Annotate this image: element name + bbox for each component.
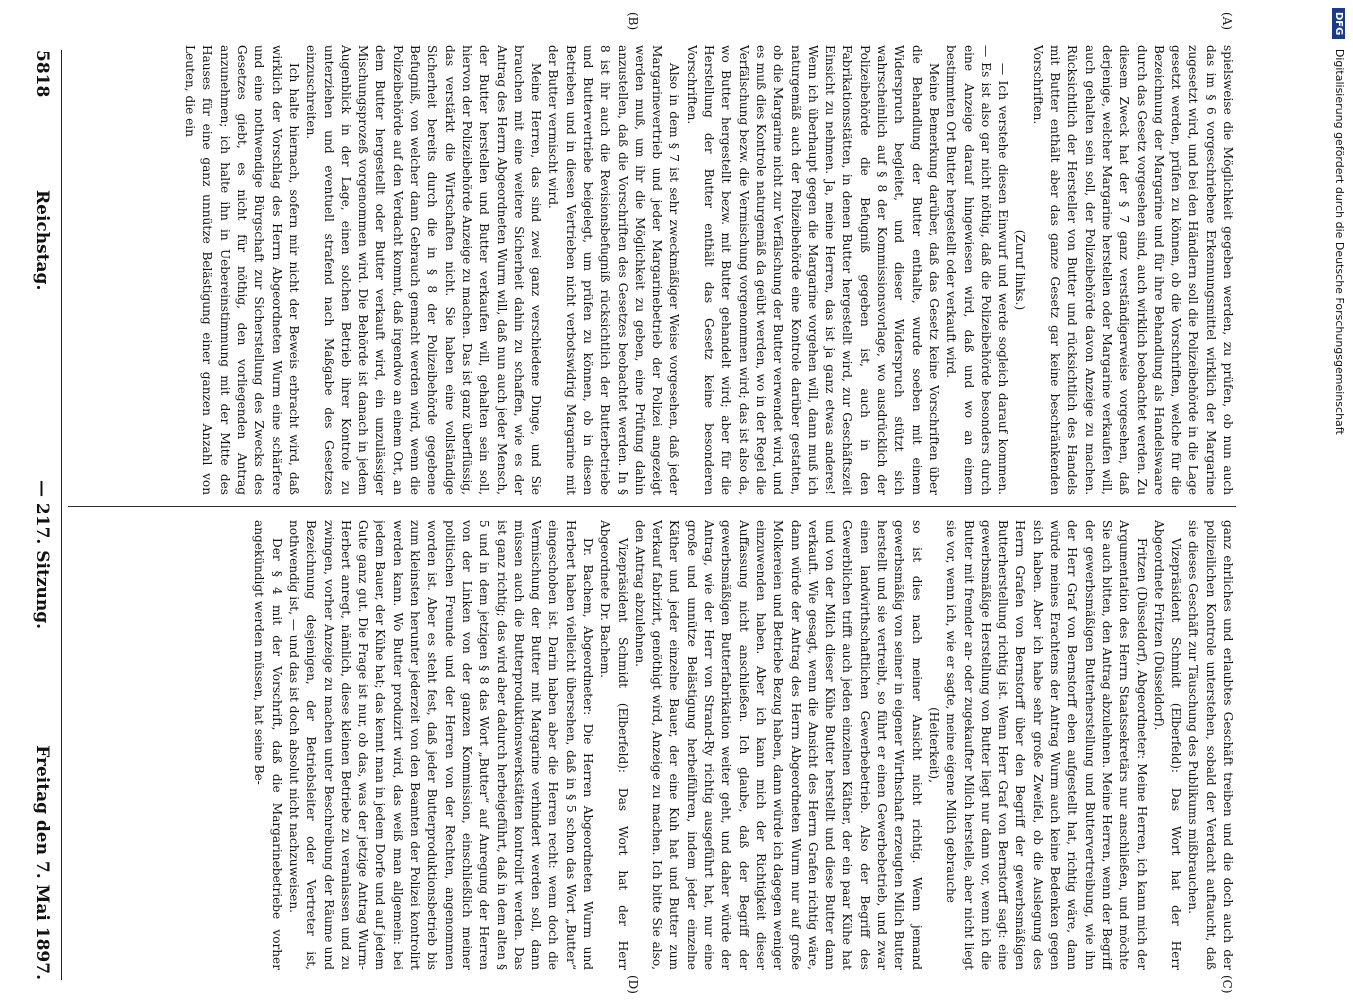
- margin-mark-d: (D): [626, 975, 640, 994]
- paragraph: Meine Bemerkung darüber, daß das Gesetz keine Vorschriften über die Behandlung der Butter enthalte, wurde soeben mit einem Widerspruch begleitet, und dieser Widerspruch stützt sich wahrscheinlich auf § 8 der Kommissionsvorlage, wo ausdrücklich der Polizeibehörde die Befugniß gegeben ist, auch in den Fabrikationsstätten, in denen Butter hergestellt wird, zur Geschäftszeit Einsicht zu nehmen. Ja, meine Herren, das ist ja ganz etwas anderes! Wenn ich überhaupt gegen die Margarine vorgehen will, dann muß ich naturgemäß auch der Polizeibehörde eine Kontrole darüber gestatten, ob die Margarine nicht zur Verfälschung der Butter verwendet wird, und es muß dies Kontrole naturgemäß da geübt werden, wo in der Regel die Verfälschung bezw. die Vermischung vorgenommen wird; das ist also da, wo Butter hergestellt bezw. mit Butter gehandelt wird; aber für die Herstellung der Butter enthält das Gesetz keine besonderen Vorschriften.: [684, 45, 941, 495]
- paragraph: spielsweise die Möglichkeit gegeben werden, zu prüfen, ob nun auch das im § 6 vorgeschriebene Erkennungsmittel wirklich der Margarine zugesetzt wird, und bei den Händlern soll die Polizeibehörde in die Lage gesetzt werden, prüfen zu können, ob die Vorschriften, welche für die Bezeichnung der Margarine und für ihre Behandlung als Handelswaare durch das Gesetz vorgesehen sind, auch wirklich beobachtet werden. Zu diesem Zweck hat der § 7 ganz verständigerweise vorgesehen, daß derjenige, welcher Margarine herstellen oder Margarine verkaufen will, auch gehalten sein soll, der Polizeibehörde davon Anzeige zu machen. Rücksichtlich der Hersteller von Butter und rücksichtlich des Handels mit Butter enthält aber das ganze Gesetz gar keine beschränkenden Vorschriften.: [1030, 45, 1235, 495]
- paragraph: Vizepräsident Schmidt (Elberfeld): Das Wort hat der Herr Abgeordnete Dr. Bachem.: [598, 520, 630, 970]
- text-column-left: [68, 45, 1236, 495]
- paragraph: Vizepräsident Schmidt (Elberfeld): Das Wort hat der Herr Abgeordnete Fritzen (Düsseldorf).: [1151, 520, 1184, 970]
- margin-mark-c: (C): [1220, 975, 1234, 994]
- header-body: Reichstag.: [32, 190, 52, 291]
- paragraph: Also in dem § 7 ist sehr zweckmäßiger Weise vorgesehen, daß jeder Margarinevertrieb und jeder Margarinebetrieb der Polizei angezeigt werden muß, um ihr die Möglichkeit zu geben, eine Prüfung dahin anzustellen, daß die Vorschriften des Gesetzes beobachtet werden. In § 8 ist ihr auch die Revisionsbefugniß rücksichtlich der Butterbetriebe und Buttervertriebe beigelegt, um prüfen zu können, ob in diesen Betrieben und in diesen Vertrieben nicht verbotswidrig Margarine mit der Butter vermischt wird.: [546, 45, 682, 495]
- paragraph: so ist dies nach meiner Ansicht nicht richtig. Wenn jemand gewerbsmäßig von seiner in eigener Wirthschaft erzeugten Milch Butter herstellt und sie vertreibt, so führt er einen Gewerbebetrieb, und zwar einen landwirthschaftlichen Gewerbebetrieb. Also der Begriff des Gewerblichen trifft auch jeden einzelnen Käther, der ein paar Kühe hat und von der Milch dieser Kühe Butter herstellt und diese Butter dann verkauft. Wie gesagt, wenn die Ansicht des Herrn Grafen richtig wäre, dann würde der Antrag des Herrn Abgeordneten Wurm nur auf große Molkereien und Betriebe Bezug haben, dann würde ich dagegen weniger einzuwenden haben. Aber ich kann mich der Richtigkeit dieser Auffassung nicht anschließen. Ich glaube, daß der Begriff der gewerbsmäßigen Butterfabrikation weiter geht, und daher würde der Antrag, wie der Herr von Strand-Ry richtig ausgeführt hat, nur eine große und unnütze Belästigung herbeiführen, indem jeder einzelne Käther und jeder einzelne Bauer, der eine Kuh hat und Butter zum Verkauf fabrizirt, genöthigt wird, Anzeige zu machen. Ich bitte Sie also, den Antrag abzulehnen.: [632, 520, 924, 970]
- paragraph-interjection: (Zuruf links.): [1013, 229, 1028, 311]
- paragraph: Dr. Bachem, Abgeordneter: Die Herren Abgeordneten Wurm und Herbert haben vielleicht übersehen, daß in § 5 schon das Wort „Butter“ eingeschoben ist. Darin haben aber die Herren recht: wenn doch die Vermischung der Butter mit Margarine verhindert werden soll, dann müssen auch die Butterproduktionswerkstätten kontrolirt werden. Das ist ganz richtig; das wird aber dadurch herbeigeführt, daß in dem alten § 5 und in dem jetzigen § 8 das Wort „Butter“ auf Anregung der Herren von der Linken von der ganzen Kommission, einschließlich meiner politischen Freunde und der Herren von der Rechten, angenommen worden ist. Aber es steht fest, daß jeder Butterproduktionsbetrieb bis zum kleinsten herunter jederzeit von den Beamten der Polizei kontrolirt werden kann. Wo Butter produzirt wird, das weiß man allgemein: bei jedem Bauer, der Kühe hat; das kennt man in jedem Dorfe und auf jedem Gute ganz gut. Die Frage ist nur, ob das, was der jetzige Antrag Wurm-Herbert anregt, nämlich, diese kleinen Betriebe zu veranlassen und zu zwingen, vorher Anzeige zu machen unter Beschreibung der Räume und Bezeichnung desjenigen, der Betriebsleiter oder Vertreter ist, nothwendig ist, — und das ist doch absolut nicht nachzuweisen.: [286, 520, 596, 970]
- paragraph-interjection: (Heiterkeit),: [926, 707, 941, 783]
- header-rule: [61, 50, 62, 980]
- text-column-right: [68, 520, 1236, 970]
- paragraph: Ich halte hiernach, sofern mir nicht der Beweis erbracht wird, daß wirklich der Vorschlag des Herrn Abgeordneten Wurm eine schärfere und eine nothwendige Bürgschaft zur Sicherstellung des Zwecks des Gesetzes giebt, es nicht für nöthig, den vorliegenden Antrag anzunehmen; ich halte ihn in Uebereinstimmung mit der Mitte des Hauses für eine ganz unnütze Belästigung einer ganzen Anzahl von Leuten, die ein: [183, 45, 301, 495]
- page-header: [22, 50, 52, 980]
- header-date: Freitag den 7. Mai 1897.: [32, 745, 52, 980]
- paragraph: ganz ehrliches und erlaubtes Geschäft treiben und die doch auch der polizeilichen Kontrole unterstehen, sobald der Verdacht auftaucht, daß sie dieses Geschäft zur Täuschung des Publikums mißbrauchen.: [1186, 520, 1235, 970]
- dfg-logo: DFG: [1332, 8, 1345, 39]
- margin-mark-a: (A): [1220, 12, 1234, 31]
- column-divider: [68, 506, 1236, 507]
- paragraph: Meine Herren, das sind zwei ganz verschiedene Dinge, und Sie brauchen mit eine weitere Sicherheit dahin zu schaffen, wie es der Antrag des Herrn Abgeordneten Wurm will, daß nun auch jeder Mensch, der Butter herstellen und Butter verkaufen will, gehalten sein soll, hiervon der Polizeibehörde Anzeige zu machen. Das ist ganz überflüssig, das verstärkt die Wirtschaften nicht. Sie haben eine vollständige Sicherheit bereits durch die in § 8 der Polizeibehörde gegebene Befugniß, von welcher dann Gebrauch gemacht werden wird, wenn die Polizeibehörde auf den Verdacht kommt, daß irgendwo an einem Ort, an dem Butter hergestellt oder Butter verkauft wird, ein unzulässiger Mischungsprozeß vorgenommen wird. Die Behörde ist danach in jedem Augenblick in der Lage, einen solchen Betrieb ihrer Kontrole zu unterziehen und eventuell strafend nach Maßgabe des Gesetzes einzuschreiten.: [304, 45, 544, 495]
- margin-mark-b: (B): [626, 12, 640, 31]
- header-session: — 217. Sitzung.: [32, 480, 52, 630]
- page-number: 5818: [32, 50, 52, 98]
- paragraph: Der § 4 mit der Vorschrift, daß die Margarinebetriebe vorher angekündigt werden müssen, hat seine Be-: [252, 520, 284, 970]
- digitization-credit-text: Digitalisierung gefördert durch die Deutsche Forschungsgemeinschaft: [1333, 48, 1346, 435]
- paragraph: Fritzen (Düsseldorf), Abgeordneter: Meine Herren, ich kann mich der Argumentation des Herrn Staatssekretärs nur anschließen, und möchte Sie auch bitten, den Antrag abzulehnen. Meine Herren, wenn der Begriff der gewerbsmäßigen Butterherstellung und Buttervertreibung, wie ihn der Herr Graf von Bernstorff eben aufgestellt hat, richtig wäre, dann würde meines Erachtens der Antrag Wurm auch keine Bedenken gegen sich haben. Aber ich habe sehr große Zweifel, ob die Auslegung des Herrn Grafen von Bernstorff über den Begriff der gewerbsmäßigen Butterherstellung richtig ist. Wenn Herr Graf von Bernstorff sagt: eine gewerbsmäßige Herstellung von Butter liegt nur dann vor, wenn ich die Butter mit fremder an- oder zugekaufter Milch herstelle, aber nicht liegt sie vor, wenn ich, wie er sagte, meine eigene Milch gebrauche: [944, 520, 1149, 970]
- paragraph: — Ich verstehe diesen Einwurf und werde sogleich darauf kommen. — Es ist also gar nicht nöthig, daß die Polizeibehörde besonders durch eine Anzeige darauf hingewiesen wird, daß und wo an einem bestimmten Ort Butter hergestellt oder verkauft wird.: [944, 45, 1011, 495]
- digitization-credit: [1318, 8, 1350, 988]
